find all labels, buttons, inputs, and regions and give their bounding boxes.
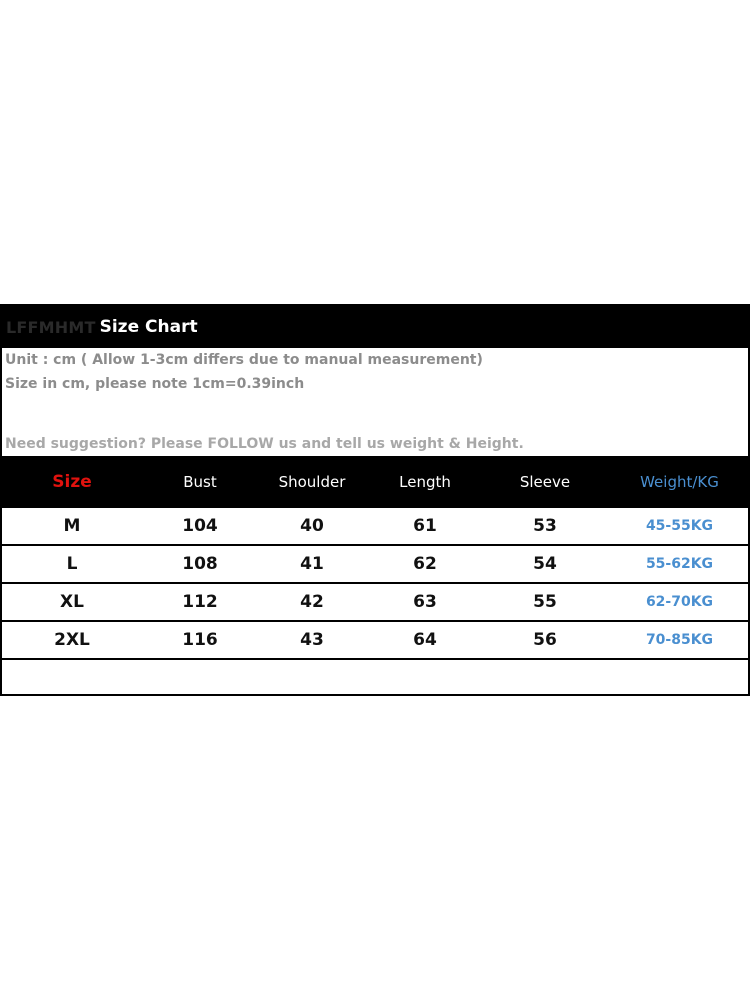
length-cell: 62 (413, 554, 437, 574)
size-cell: M (63, 516, 81, 536)
sleeve-cell: 56 (533, 630, 557, 650)
sleeve-cell: 55 (533, 592, 557, 612)
length-cell: 64 (413, 630, 437, 650)
shoulder-cell: 43 (300, 630, 324, 650)
header-bust: Bust (183, 473, 217, 491)
table-row (2, 622, 748, 660)
weight-cell: 45-55KG (645, 518, 714, 534)
header-length: Length (399, 473, 451, 491)
notes-block (5, 348, 748, 454)
sleeve-cell: 53 (533, 516, 557, 536)
header-shoulder: Shoulder (278, 473, 346, 491)
weight-cell: 70-85KG (645, 632, 714, 648)
size-cell: XL (60, 592, 84, 612)
length-cell: 63 (413, 592, 437, 612)
size-chart (0, 304, 750, 696)
conversion-note: Size in cm, please note 1cm=0.39inch (5, 376, 305, 392)
weight-cell: 62-70KG (645, 594, 714, 610)
shoulder-cell: 40 (300, 516, 324, 536)
table-row (2, 584, 748, 622)
title-bar (2, 306, 748, 348)
shoulder-cell: 42 (300, 592, 324, 612)
size-cell: L (66, 554, 78, 574)
sleeve-cell: 54 (533, 554, 557, 574)
bust-cell: 116 (182, 630, 218, 650)
header-sleeve: Sleeve (519, 473, 571, 491)
unit-note: Unit : cm ( Allow 1-3cm differs due to manual measurement) (5, 352, 483, 368)
header-size: Size (52, 472, 92, 492)
table-row (2, 546, 748, 584)
bust-cell: 104 (182, 516, 218, 536)
brand-name: LFFMHMT (6, 317, 96, 337)
length-cell: 61 (413, 516, 437, 536)
size-cell: 2XL (54, 630, 90, 650)
bust-cell: 108 (182, 554, 218, 574)
chart-title: Size Chart (99, 317, 198, 337)
bust-cell: 112 (182, 592, 218, 612)
weight-cell: 55-62KG (645, 556, 714, 572)
header-weight: Weight/KG (640, 473, 719, 491)
table-header (2, 456, 748, 508)
suggestion-note: Need suggestion? Please FOLLOW us and tell us weight & Height. (5, 436, 524, 452)
shoulder-cell: 41 (300, 554, 324, 574)
table-row (2, 508, 748, 546)
